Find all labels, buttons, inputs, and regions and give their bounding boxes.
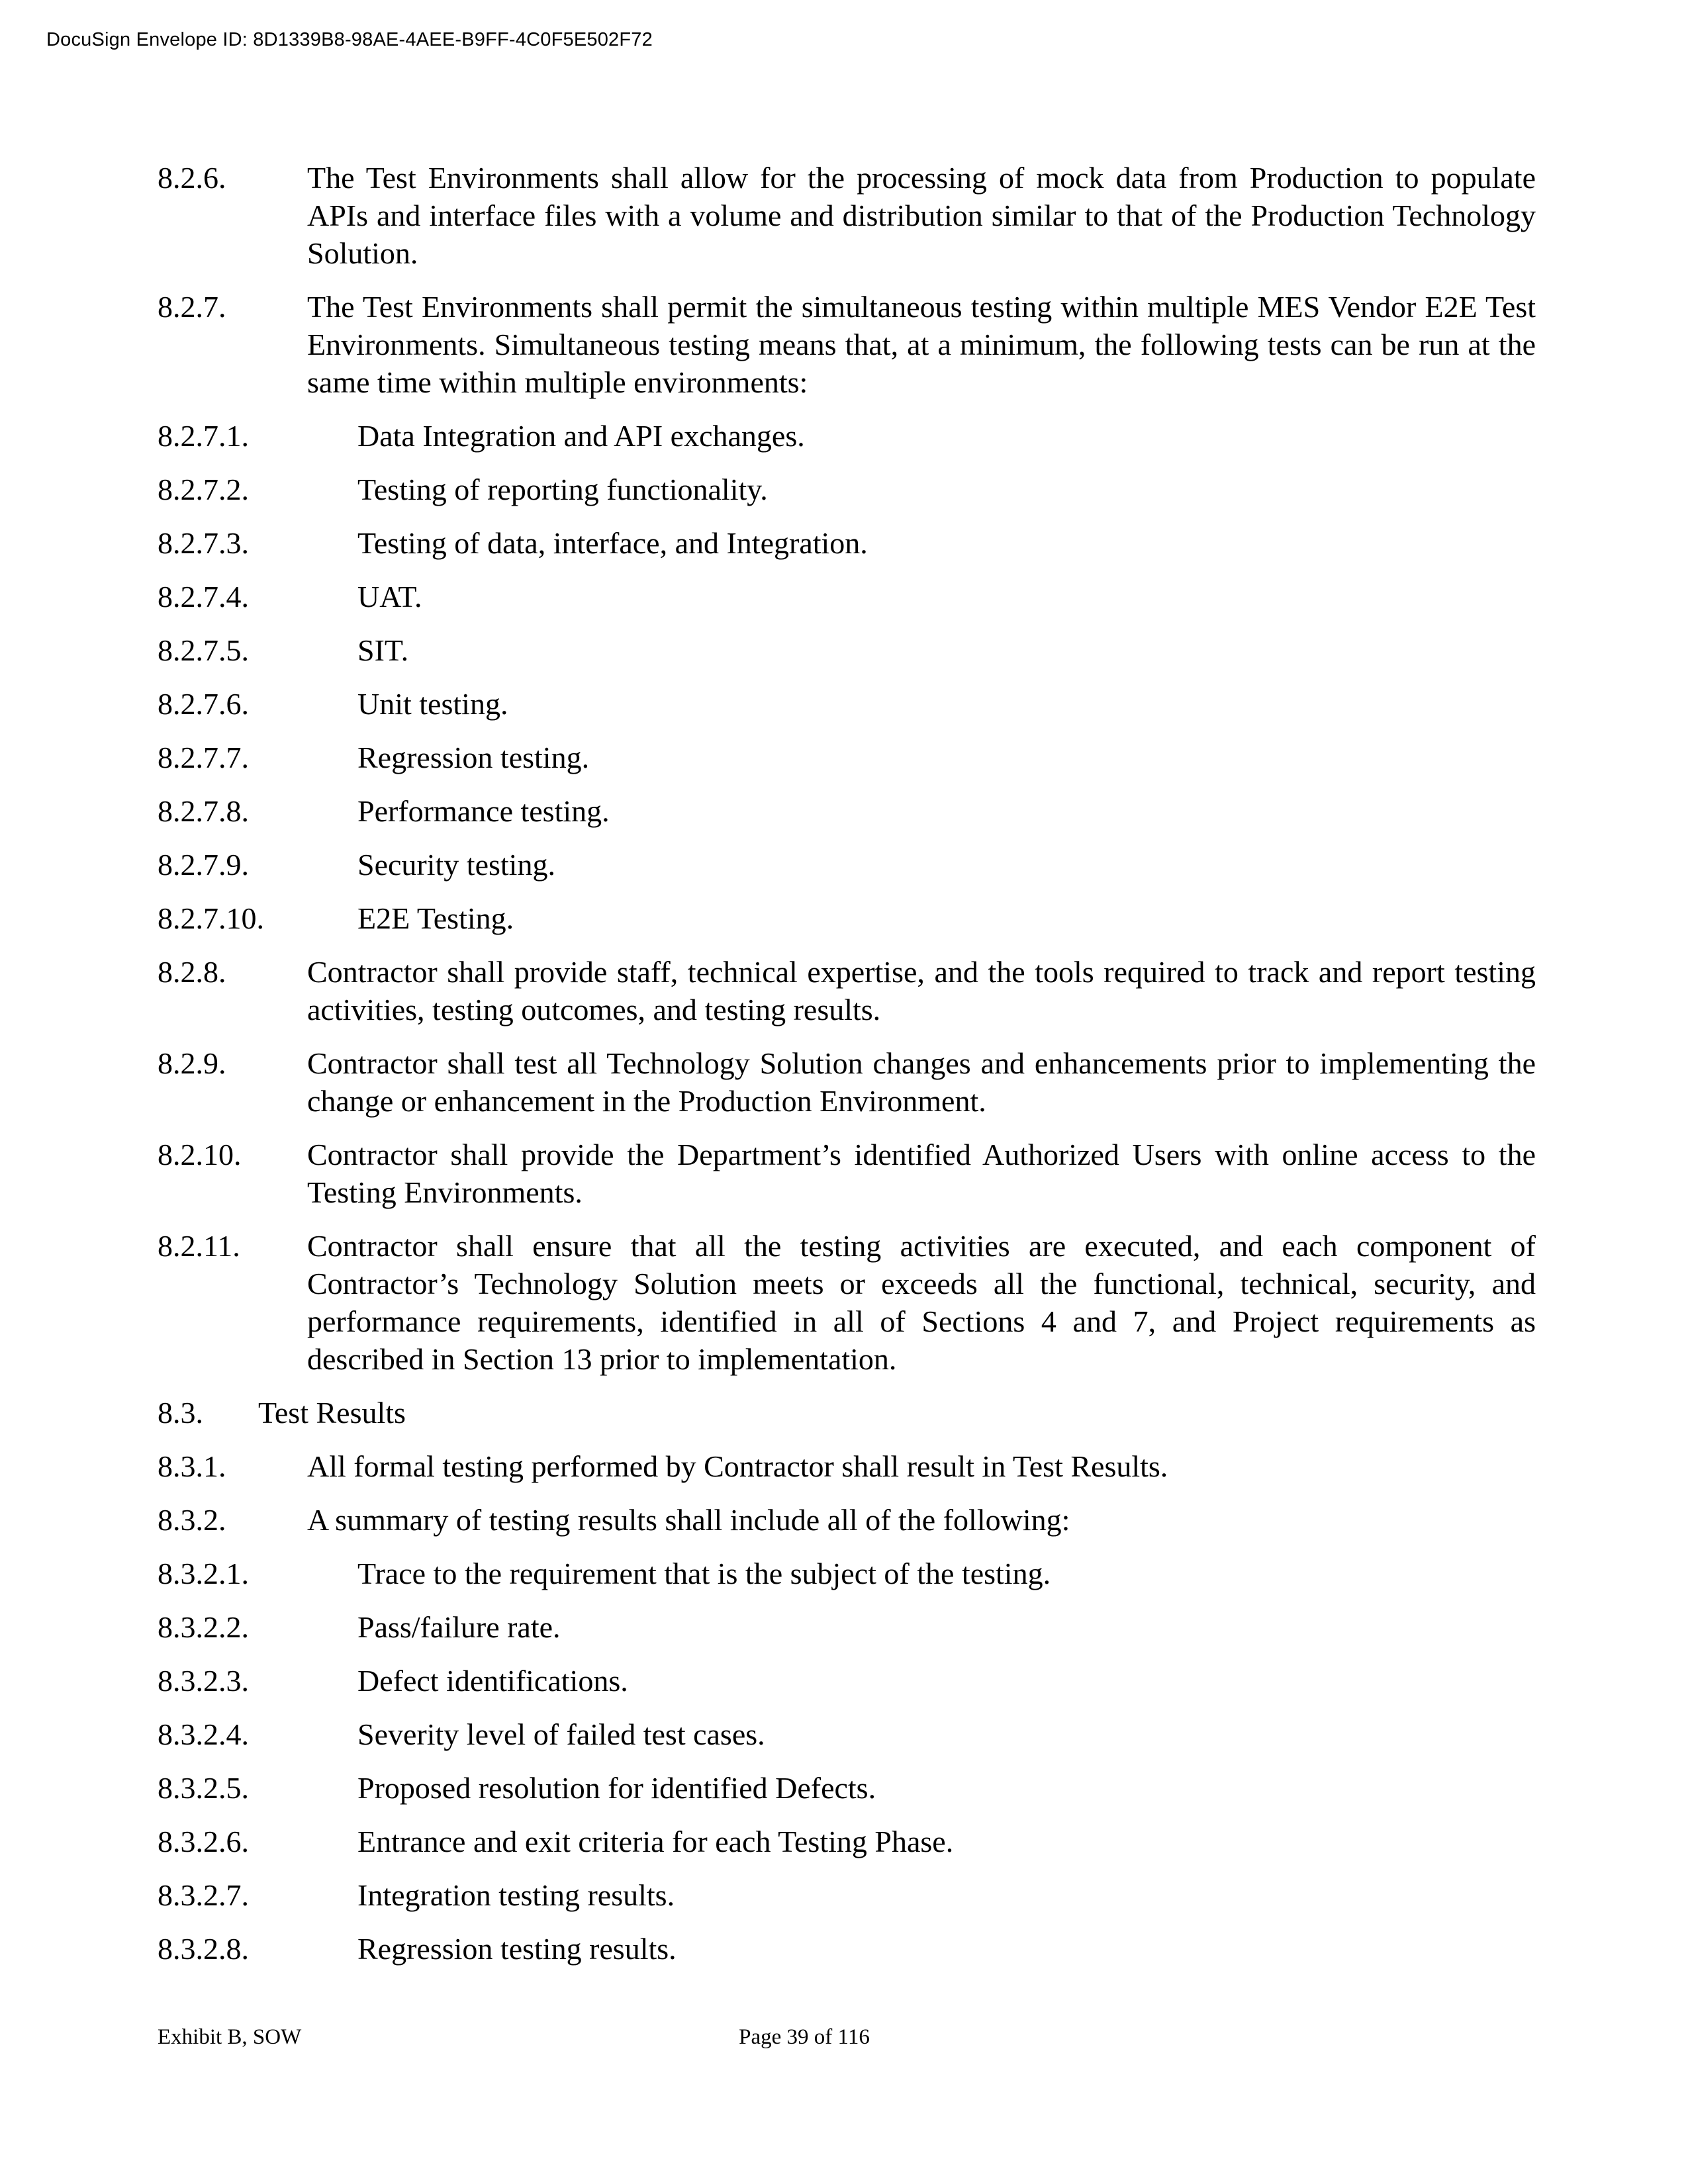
clause-8-2-7-8: [158, 792, 1536, 830]
clause-text: Contractor shall test all Technology Solution changes and enhancements prior to implementing the change or enhancement in the Production Environment.: [307, 1046, 1536, 1118]
clause-number: 8.2.7.: [158, 290, 226, 324]
clause-8-2-7-5: [158, 631, 1536, 669]
clause-text: Contractor shall provide the Department’s identified Authorized Users with online access to the Testing Environments.: [307, 1138, 1536, 1209]
clause-8-2-7: [158, 288, 1536, 401]
clause-number: 8.2.7.5.: [158, 633, 249, 667]
clause-text: Performance testing.: [357, 794, 610, 828]
footer-exhibit-label: Exhibit B, SOW: [158, 2025, 302, 2049]
clause-number: 8.2.10.: [158, 1138, 242, 1171]
clause-8-3-2-7: [158, 1876, 1536, 1914]
clause-text: Defect identifications.: [357, 1664, 628, 1698]
section-number: 8.3.: [158, 1396, 203, 1430]
clause-8-3-2-3: [158, 1662, 1536, 1700]
envelope-id: DocuSign Envelope ID: 8D1339B8-98AE-4AEE-B9FF-4C0F5E502F72: [46, 29, 653, 50]
clause-8-2-7-3: [158, 524, 1536, 562]
clause-number: 8.3.2.5.: [158, 1771, 249, 1805]
clause-number: 8.2.7.2.: [158, 473, 249, 506]
clause-number: 8.3.2.8.: [158, 1932, 249, 1966]
clause-8-2-8: [158, 953, 1536, 1028]
clause-number: 8.2.7.10.: [158, 901, 264, 935]
clause-8-2-6: [158, 159, 1536, 272]
clause-text: Pass/failure rate.: [357, 1610, 561, 1644]
clause-number: 8.2.7.7.: [158, 741, 249, 774]
clause-text: Unit testing.: [357, 687, 508, 721]
clause-number: 8.2.7.1.: [158, 419, 249, 453]
footer-page-number: Page 39 of 116: [739, 2025, 870, 2049]
clause-number: 8.2.6.: [158, 161, 226, 195]
clause-text: Proposed resolution for identified Defects.: [357, 1771, 876, 1805]
clause-8-2-7-4: [158, 578, 1536, 615]
clause-text: Contractor shall ensure that all the testing activities are executed, and each component of Contractor’s Technology Solution meets or exceeds all the functional, technical, security, and performance requirements, identified in all of Sections 4 and 7, and Project requirements as described in Section 13 prior to implementation.: [307, 1229, 1536, 1376]
clause-text: Security testing.: [357, 848, 555, 882]
clause-text: Entrance and exit criteria for each Testing Phase.: [357, 1825, 954, 1858]
clause-number: 8.3.2.: [158, 1503, 226, 1537]
clause-8-3-2: [158, 1501, 1536, 1539]
clause-number: 8.2.7.4.: [158, 580, 249, 614]
clause-number: 8.2.7.8.: [158, 794, 249, 828]
clause-8-3-2-5: [158, 1769, 1536, 1807]
section-title: Test Results: [258, 1396, 406, 1430]
clause-8-2-10: [158, 1136, 1536, 1211]
clause-8-2-9: [158, 1044, 1536, 1120]
clause-8-2-7-9: [158, 846, 1536, 884]
clause-text: The Test Environments shall allow for the processing of mock data from Production to populate APIs and interface files with a volume and distribution similar to that of the Production Technology Solution.: [307, 161, 1536, 270]
clause-text: SIT.: [357, 633, 409, 667]
clause-8-2-11: [158, 1227, 1536, 1378]
clause-text: Integration testing results.: [357, 1878, 675, 1912]
clause-number: 8.2.9.: [158, 1046, 226, 1080]
clause-8-3-2-1: [158, 1555, 1536, 1592]
clause-text: E2E Testing.: [357, 901, 514, 935]
clause-number: 8.3.2.4.: [158, 1717, 249, 1751]
document-body: [158, 159, 1536, 1983]
clause-number: 8.2.11.: [158, 1229, 240, 1263]
clause-number: 8.3.2.7.: [158, 1878, 249, 1912]
clause-number: 8.2.8.: [158, 955, 226, 989]
clause-number: 8.3.2.3.: [158, 1664, 249, 1698]
clause-8-2-7-10: [158, 899, 1536, 937]
section-heading-8-3: [158, 1394, 1536, 1432]
clause-text: Testing of reporting functionality.: [357, 473, 768, 506]
clause-number: 8.2.7.3.: [158, 526, 249, 560]
clause-8-3-2-4: [158, 1715, 1536, 1753]
clause-number: 8.3.2.6.: [158, 1825, 249, 1858]
clause-text: Severity level of failed test cases.: [357, 1717, 765, 1751]
clause-number: 8.2.7.6.: [158, 687, 249, 721]
clause-8-3-2-2: [158, 1608, 1536, 1646]
clause-text: Regression testing results.: [357, 1932, 677, 1966]
clause-number: 8.3.1.: [158, 1449, 226, 1483]
clause-text: A summary of testing results shall include all of the following:: [307, 1503, 1070, 1537]
clause-8-2-7-2: [158, 471, 1536, 508]
clause-8-2-7-7: [158, 739, 1536, 776]
clause-number: 8.3.2.2.: [158, 1610, 249, 1644]
clause-text: The Test Environments shall permit the simultaneous testing within multiple MES Vendor E2E Test Environments. Simultaneous testing means that, at a minimum, the following tests can be run at the same time within multiple environments:: [307, 290, 1536, 399]
clause-number: 8.3.2.1.: [158, 1557, 249, 1590]
clause-text: Testing of data, interface, and Integration.: [357, 526, 868, 560]
clause-8-3-2-8: [158, 1930, 1536, 1968]
clause-text: Contractor shall provide staff, technical expertise, and the tools required to track and report testing activities, testing outcomes, and testing results.: [307, 955, 1536, 1026]
clause-8-2-7-1: [158, 417, 1536, 455]
clause-text: UAT.: [357, 580, 422, 614]
clause-text: Trace to the requirement that is the subject of the testing.: [357, 1557, 1051, 1590]
clause-text: Data Integration and API exchanges.: [357, 419, 805, 453]
clause-8-3-2-6: [158, 1823, 1536, 1860]
clause-8-2-7-6: [158, 685, 1536, 723]
clause-text: All formal testing performed by Contractor shall result in Test Results.: [307, 1449, 1168, 1483]
clause-text: Regression testing.: [357, 741, 590, 774]
clause-number: 8.2.7.9.: [158, 848, 249, 882]
clause-8-3-1: [158, 1447, 1536, 1485]
